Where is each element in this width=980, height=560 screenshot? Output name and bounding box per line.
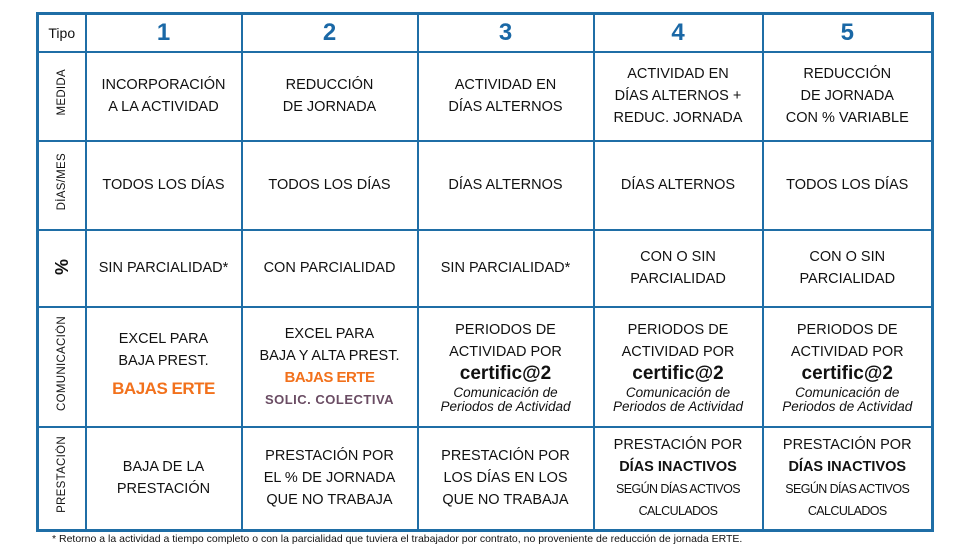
dias-row [38, 141, 933, 230]
text: EXCEL PARA [118, 330, 209, 347]
cell [763, 307, 933, 427]
cell: DÍAS ALTERNOS [594, 141, 763, 230]
text: REDUCCIÓN [285, 77, 374, 93]
type-4: 4 [594, 14, 763, 52]
cell [763, 230, 933, 307]
cell [763, 427, 933, 531]
row-label [38, 427, 86, 531]
text: A LA ACTIVIDAD [108, 99, 219, 115]
row-label [38, 141, 86, 230]
footnote: * Retorno a la actividad a tiempo completo o con la parcialidad que tuviera el trabajador por contrato, no proveniente de reducción de jornada ERTE. [52, 533, 743, 545]
cell [594, 427, 763, 531]
bajas-erte-label: BAJAS ERTE [284, 368, 375, 386]
pct-row [38, 230, 933, 307]
text: DÍAS INACTIVOS [619, 459, 737, 476]
prestacion-row [38, 427, 933, 531]
text: PRESTACIÓN POR [441, 448, 570, 465]
cell [242, 427, 418, 531]
header-row [38, 14, 933, 52]
prestacion-label: PRESTACIÓN [55, 436, 68, 514]
text: SEGÚN DÍAS ACTIVOS [616, 482, 740, 497]
medida-row [38, 52, 933, 141]
text: Periodos de Actividad [612, 399, 744, 414]
cell [86, 52, 242, 141]
type-5: 5 [763, 14, 933, 52]
text: EXCEL PARA [284, 325, 375, 342]
text: CALCULADOS [807, 504, 887, 519]
text: PRESTACIÓN POR [265, 448, 394, 465]
text: PERIODOS DE [455, 322, 556, 338]
row-label [38, 307, 86, 427]
text: ACTIVIDAD POR [449, 344, 562, 360]
text: Comunicación de [795, 385, 900, 400]
type-3: 3 [418, 14, 594, 52]
text: SIN PARCIALIDAD* [98, 260, 229, 276]
certifica2-logo: certific@2 [632, 363, 724, 384]
text: DE JORNADA [282, 99, 377, 115]
solic-colectiva-label: SOLIC. COLECTIVA [264, 391, 395, 407]
cell [594, 307, 763, 427]
certifica2-logo: certific@2 [801, 363, 893, 384]
type-1: 1 [86, 14, 242, 52]
text: Periodos de Actividad [782, 399, 913, 414]
text: QUE NO TRABAJA [266, 492, 393, 509]
cell [86, 230, 242, 307]
type-2: 2 [242, 14, 418, 52]
cell [86, 307, 242, 427]
text: PARCIALIDAD [630, 271, 726, 287]
text: Comunicación de [453, 385, 558, 400]
text: SEGÚN DÍAS ACTIVOS [785, 482, 910, 497]
pct-label: % [51, 258, 72, 276]
text: DE JORNADA [800, 88, 894, 104]
cell [242, 230, 418, 307]
cell [418, 230, 594, 307]
cell [418, 52, 594, 141]
erte-types-table [36, 12, 934, 532]
text: REDUCCIÓN [803, 66, 892, 82]
certifica2-logo: certific@2 [459, 363, 552, 384]
row-label [38, 230, 86, 307]
text: DÍAS INACTIVOS [788, 459, 907, 476]
cell: DÍAS ALTERNOS [418, 141, 594, 230]
text: QUE NO TRABAJA [442, 492, 569, 509]
text: DÍAS ALTERNOS [448, 99, 563, 115]
text: DÍAS ALTERNOS + [614, 88, 742, 104]
bajas-erte-label: BAJAS ERTE [112, 378, 215, 398]
text: ACTIVIDAD POR [621, 344, 735, 360]
text: LOS DÍAS EN LOS [443, 470, 568, 487]
text: ACTIVIDAD EN [454, 77, 557, 93]
text: PERIODOS DE [627, 322, 729, 338]
text: SIN PARCIALIDAD* [440, 260, 571, 276]
cell: TODOS LOS DÍAS [86, 141, 242, 230]
cell [763, 52, 933, 141]
cell [594, 230, 763, 307]
text: PRESTACIÓN POR [782, 437, 912, 454]
row-label [38, 52, 86, 141]
medida-label: MEDIDA [55, 69, 68, 116]
cell [242, 307, 418, 427]
text: BAJA Y ALTA PREST. [259, 347, 400, 364]
cell: TODOS LOS DÍAS [242, 141, 418, 230]
cell: TODOS LOS DÍAS [763, 141, 933, 230]
text: CON PARCIALIDAD [263, 260, 396, 276]
cell [86, 427, 242, 531]
text: CALCULADOS [638, 504, 718, 519]
cell [418, 427, 594, 531]
text: BAJA PREST. [118, 352, 209, 369]
text: BAJA DE LA [122, 459, 205, 476]
tipo-header: Tipo [38, 14, 86, 52]
text: CON O SIN [809, 249, 886, 265]
text: PRESTACIÓN [116, 481, 211, 498]
text: INCORPORACIÓN [101, 77, 226, 93]
text: EL % DE JORNADA [263, 470, 396, 487]
text: Comunicación de [625, 385, 731, 400]
comunicacion-row [38, 307, 933, 427]
comunicacion-label: COMUNICACIÓN [55, 315, 68, 411]
text: ACTIVIDAD EN [627, 66, 729, 82]
cell [594, 52, 763, 141]
text: CON O SIN [640, 249, 716, 265]
text: PERIODOS DE [796, 322, 898, 338]
text: REDUC. JORNADA [613, 110, 743, 126]
cell [242, 52, 418, 141]
cell [418, 307, 594, 427]
text: Periodos de Actividad [440, 399, 571, 414]
text: CON % VARIABLE [785, 110, 909, 126]
text: PRESTACIÓN POR [613, 437, 743, 454]
text: PARCIALIDAD [799, 271, 896, 287]
dias-label: DÍAS/MES [55, 152, 68, 211]
text: ACTIVIDAD POR [790, 344, 904, 360]
